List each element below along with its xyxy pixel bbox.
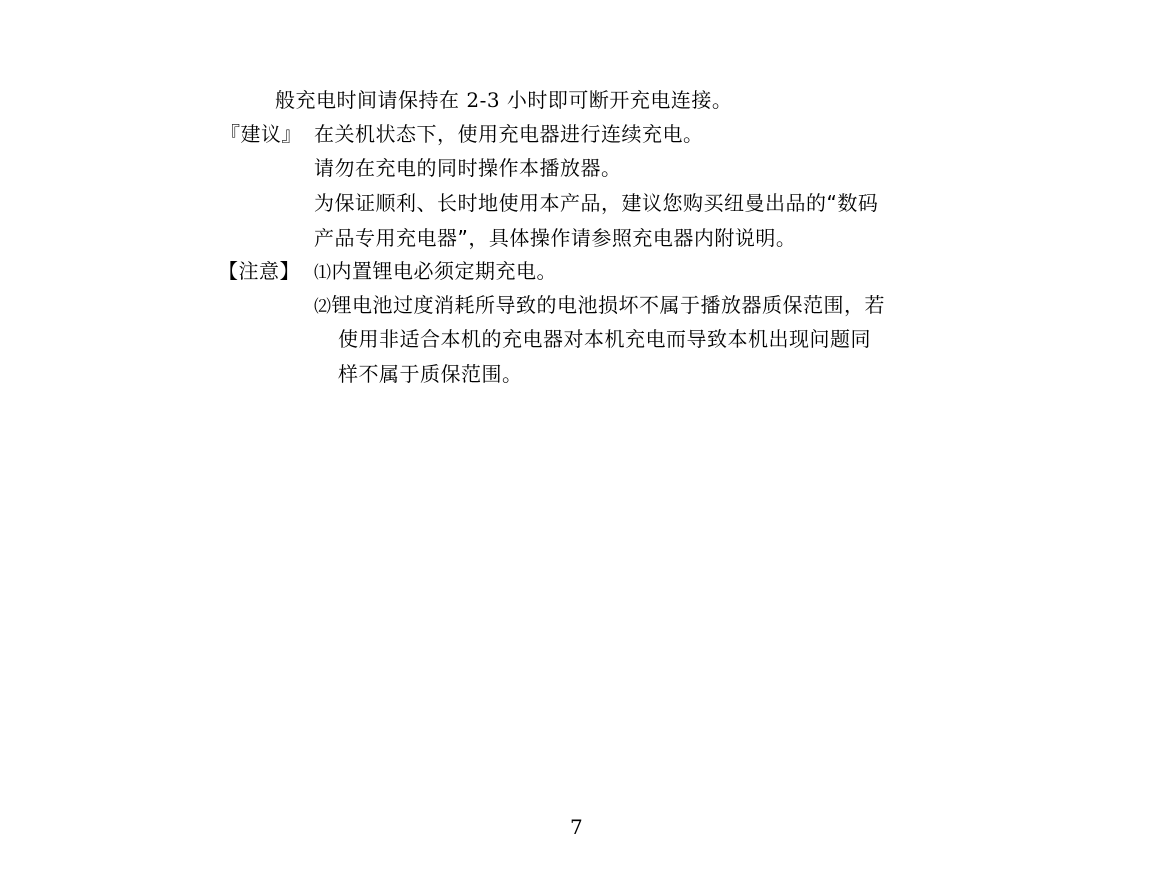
notice-item-1 bbox=[314, 259, 557, 285]
continuation-line: 般充电时间请保持在 2-3 小时即可断开充电连接。 bbox=[275, 88, 733, 112]
suggestion-line-3: 为保证顺利、长时地使用本产品，建议您购买纽曼出品的“数码 bbox=[314, 191, 879, 215]
notice-item-marker: ⑵ bbox=[314, 297, 332, 317]
notice-item-marker: ⑴ bbox=[314, 263, 332, 283]
suggestion-line-2: 请勿在充电的同时操作本播放器。 bbox=[314, 156, 622, 180]
notice-item-text: 内置锂电必须定期充电。 bbox=[331, 259, 557, 283]
page-number: 7 bbox=[570, 815, 583, 839]
notice-item-2-line-2: 使用非适合本机的充电器对本机充电而导致本机出现问题同 bbox=[338, 327, 871, 351]
suggestion-line-4: 产品专用充电器”，具体操作请参照充电器内附说明。 bbox=[314, 226, 797, 250]
suggestion-line-1: 在关机状态下，使用充电器进行连续充电。 bbox=[314, 122, 704, 146]
notice-item-text: 锂电池过度消耗所导致的电池损坏不属于播放器质保范围，若 bbox=[331, 293, 885, 317]
notice-item-2-line-3: 样不属于质保范围。 bbox=[338, 362, 523, 386]
notice-label: 【注意】 bbox=[218, 259, 300, 283]
suggestion-label: 『建议』 bbox=[220, 122, 302, 146]
notice-item-2 bbox=[314, 293, 885, 319]
